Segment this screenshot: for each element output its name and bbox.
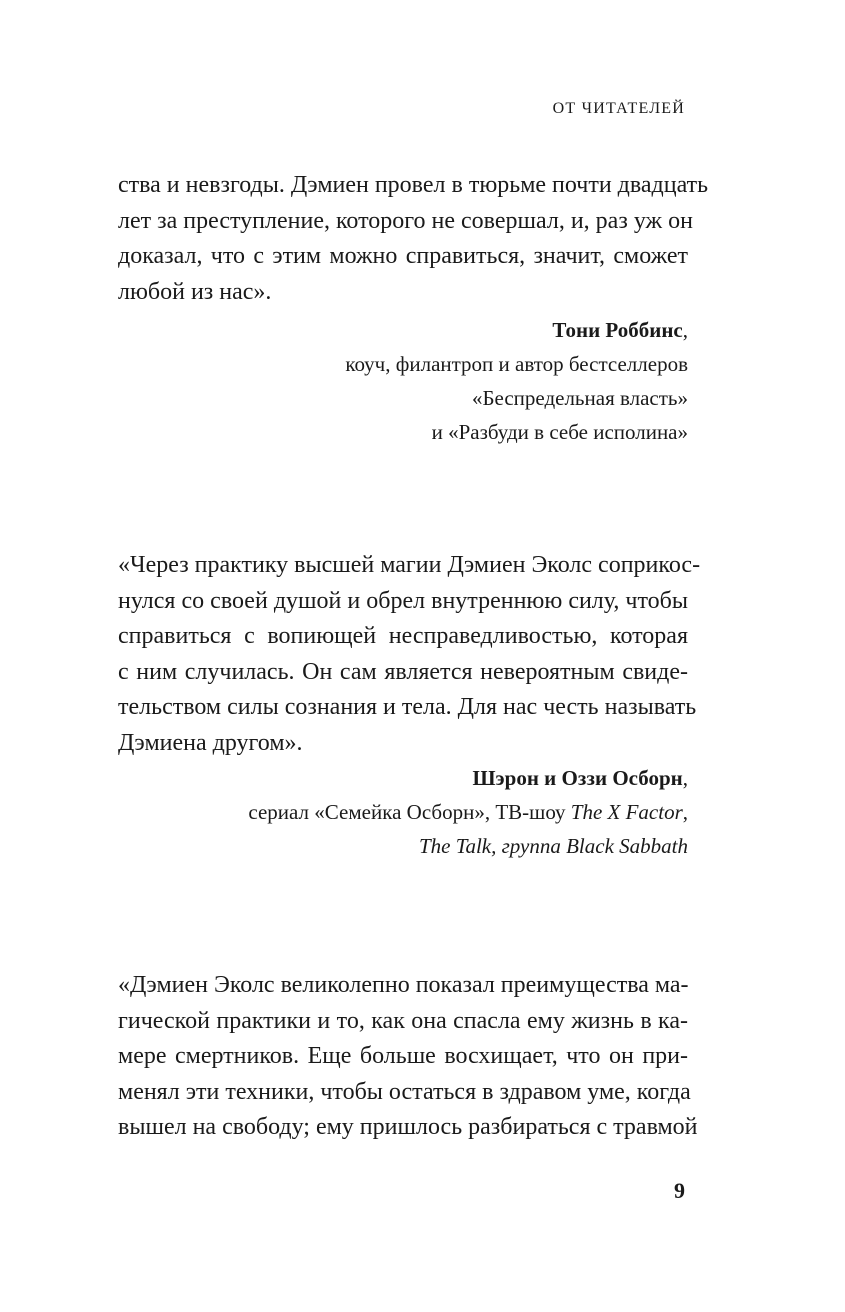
attribution-2 <box>248 761 688 863</box>
italic-title: The Talk, группа Black Sabbath <box>418 834 688 858</box>
attribution-name-line <box>248 761 688 795</box>
text-line: лет за преступление, которого не совершал, и, раз уж он <box>118 207 693 234</box>
text-line: справиться с вопиющей несправедливостью, которая <box>118 623 688 649</box>
text-line: ства и невзгоды. Дэмиен провел в тюрьме почти двадцать <box>118 172 709 198</box>
text-line: гической практики и то, как она спасла ему жизнь в ка- <box>118 1007 688 1034</box>
quote-paragraph-2 <box>118 548 701 761</box>
text-line: тельством силы сознания и тела. Для нас честь называть <box>118 694 697 720</box>
attribution-1 <box>345 313 688 449</box>
quote-paragraph-1 <box>118 168 709 310</box>
italic-title: The X Factor <box>570 800 683 824</box>
author-name: Шэрон и Оззи Осборн <box>472 766 683 790</box>
name-suffix: , <box>682 318 688 342</box>
author-name: Тони Роббинс <box>552 318 683 342</box>
attribution-line <box>248 795 688 829</box>
name-suffix: , <box>682 766 688 790</box>
attribution-name-line <box>345 313 688 347</box>
text-line: мере смертников. Еще больше восхищает, что он при- <box>118 1043 688 1069</box>
text-line: менял эти техники, чтобы остаться в здравом уме, когда <box>118 1078 691 1105</box>
text-line: доказал, что с этим можно справиться, значит, сможет <box>118 243 688 269</box>
punctuation: , <box>682 800 688 824</box>
attribution-line: и «Разбуди в себе исполина» <box>431 420 688 444</box>
text-line: с ним случилась. Он сам является невероятным свиде- <box>118 658 688 685</box>
text-line: «Через практику высшей магии Дэмиен Эколс соприкос- <box>118 552 701 578</box>
text-line: «Дэмиен Эколс великолепно показал преимущества ма- <box>118 972 689 998</box>
attribution-line: коуч, филантроп и автор бестселлеров <box>345 352 688 376</box>
attribution-line: «Беспредельная власть» <box>471 386 688 410</box>
text-line: Дэмиена другом». <box>118 729 303 756</box>
quote-paragraph-3 <box>118 968 698 1146</box>
attribution-line <box>248 829 688 863</box>
running-head: ОТ ЧИТАТЕЛЕЙ <box>552 100 685 117</box>
page-number: 9 <box>674 1178 685 1203</box>
attribution-text: сериал «Семейка Осборн», ТВ-шоу <box>248 800 571 824</box>
text-line: любой из нас». <box>118 278 272 305</box>
text-line: вышел на свободу; ему пришлось разбираться с травмой <box>118 1114 698 1140</box>
text-line: нулся со своей душой и обрел внутреннюю силу, чтобы <box>118 587 688 614</box>
